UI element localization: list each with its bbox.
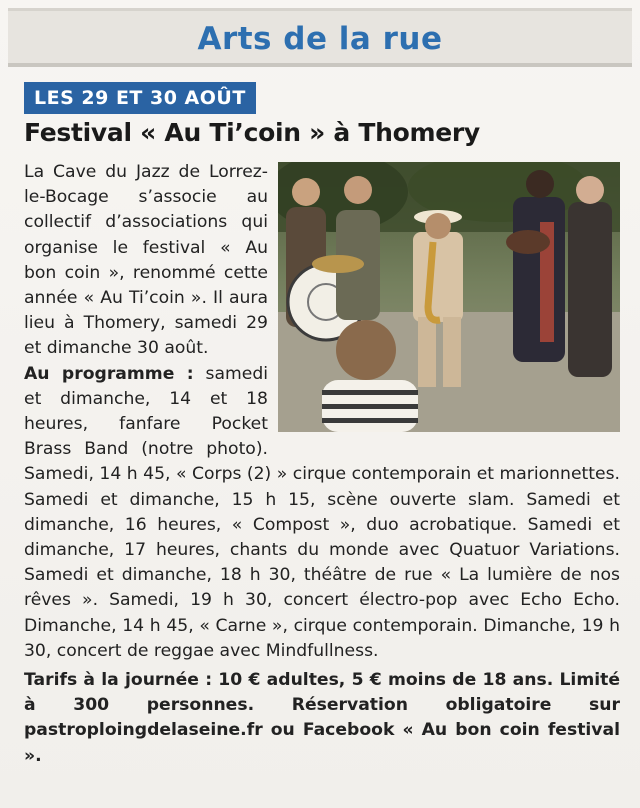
section-header	[8, 8, 632, 67]
program-label: Au programme :	[24, 363, 194, 384]
article-headline: Festival « Au Ti’coin » à Thomery	[24, 118, 480, 147]
article-intro: La Cave du Jazz de Lorrez-le-Bocage s’associe au collectif d’associations qui organise le festival « Au bon coin », renommé cette année « Au Ti’coin ». Il aura lieu à Thomery, samedi 29 et dimanche 30 août.	[24, 162, 268, 359]
program-text: samedi et dimanche, 14 et 18 heures, fanfare Pocket Brass Band (notre photo). Samedi, 14 h 45, « Corps (2) » cirque contemporain et marionnettes. Samedi et dimanche, 15 h 15, scène ouverte slam. Samedi et dimanche, 16 heures, « Compost », duo acrobatique. Samedi et dimanche, 17 heures, chants du monde avec Quatuor Variations. Samedi et dimanche, 18 h 30, théâtre de rue « La lumière de nos rêves ». Samedi, 19 h 30, concert électro-pop avec Echo Echo. Dimanche, 14 h 45, « Carne », cirque contemporain. Dimanche, 19 h 30, concert de reggae avec Mindfullness.	[24, 363, 620, 661]
date-badge: LES 29 ET 30 AOÛT	[24, 82, 256, 114]
article-body	[24, 160, 620, 769]
photo-illustration	[278, 162, 620, 432]
article-tarifs: Tarifs à la journée : 10 € adultes, 5 € moins de 18 ans. Limité à 300 personnes. Réservation obligatoire sur pastroploingdelaseine.fr ou Facebook « Au bon coin festival ».	[24, 670, 620, 766]
section-title: Arts de la rue	[197, 21, 443, 57]
brass-band-photo	[278, 162, 620, 432]
